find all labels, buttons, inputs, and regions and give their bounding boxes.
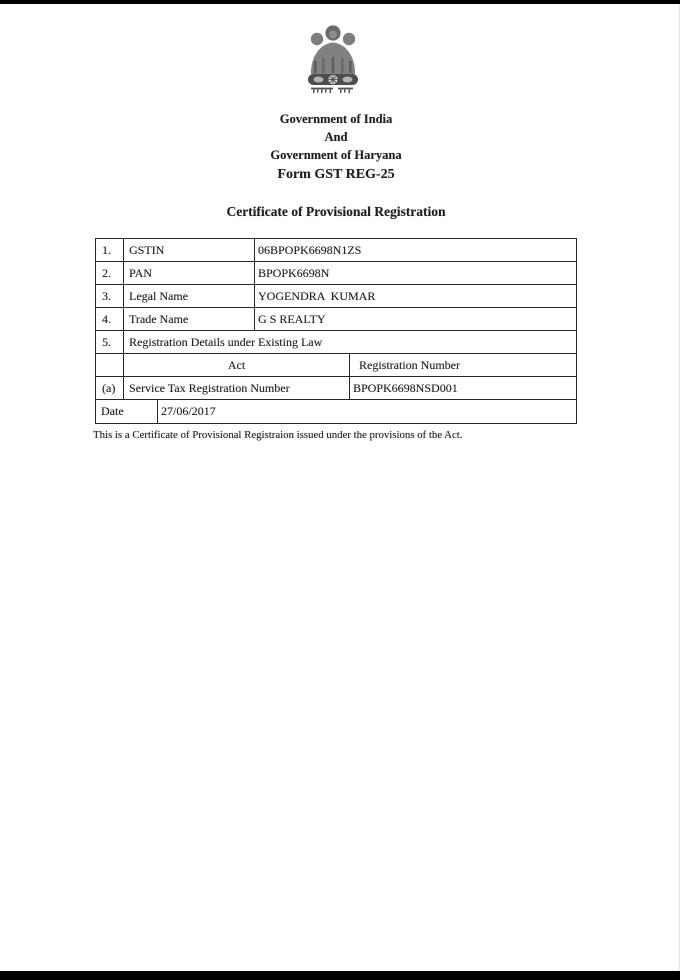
header-form-name: Form GST REG-25 [277,167,395,182]
date-value: 27/06/2017 [161,404,216,418]
table-row-legal-name [96,285,576,308]
registration-table [95,238,577,424]
row-number: 2. [96,262,124,284]
row-value: YOGENDRA KUMAR [258,288,376,303]
row-label: Trade Name [124,308,255,330]
table-row-act-header [96,354,576,377]
scan-edge-top [0,0,680,4]
row-label: Service Tax Registration Number [124,377,350,399]
header-government-of-haryana: Government of Haryana [270,148,402,162]
page-title: Certificate of Provisional Registration [226,204,446,219]
row-label: PAN [124,262,255,284]
table-row-service-tax [96,377,576,400]
row-label: GSTIN [124,239,255,261]
row-label: Legal Name [124,285,255,307]
table-row-trade-name [96,308,576,331]
row-number: 3. [96,285,124,307]
row-value: BPOPK6698NSD001 [353,380,458,395]
registration-number-column-header: Registration Number [359,357,460,372]
act-column-header: Act [124,354,350,376]
row-value: BPOPK6698N [258,265,330,280]
row-number: 4. [96,308,124,330]
row-label: Registration Details under Existing Law [129,334,323,349]
document-header [0,110,672,184]
scan-edge-bottom [0,971,680,980]
row-value: G S REALTY [258,311,326,326]
india-national-emblem-icon [304,24,362,94]
certificate-footer-note: This is a Certificate of Provisional Registraion issued under the provisions of the Act. [93,429,463,441]
table-row-gstin [96,239,576,262]
table-row-existing-law [96,331,576,354]
table-row-date [96,400,576,423]
row-value: 06BPOPK6698N1ZS [258,242,362,257]
header-and: And [324,130,348,144]
row-number: 5. [96,331,124,353]
row-number: (a) [96,377,124,399]
table-row-pan [96,262,576,285]
date-label: Date [96,400,158,423]
row-number: 1. [96,239,124,261]
empty-cell [96,354,124,376]
emblem-motto [362,24,363,25]
header-government-of-india: Government of India [279,112,393,126]
